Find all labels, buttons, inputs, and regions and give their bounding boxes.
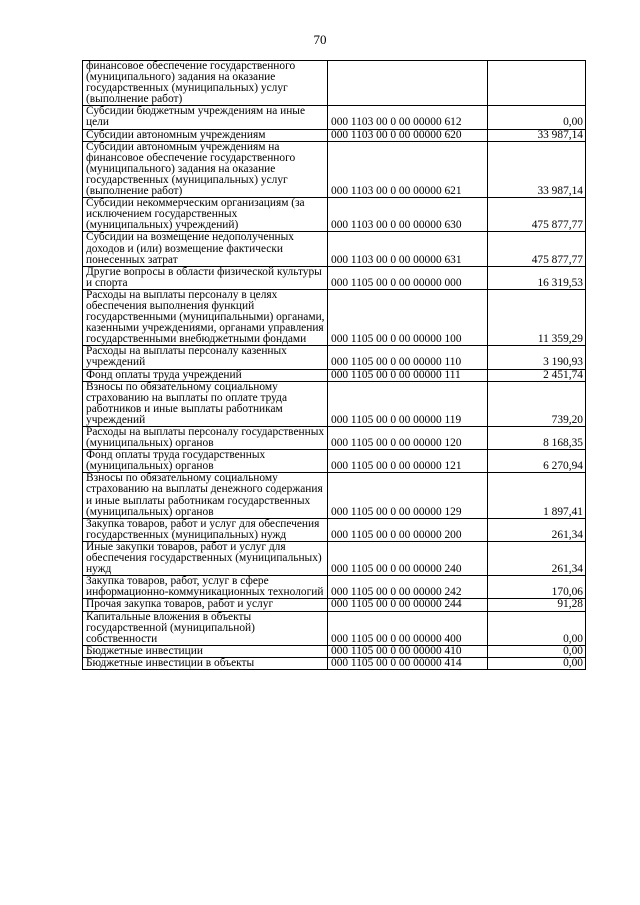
table-row: [83, 611, 586, 645]
amount-cell: 3 190,93: [488, 346, 586, 369]
expense-name-cell: финансовое обеспечение государственного (муниципального) задания на оказание государственных (муниципальных) услуг (выполнение работ): [83, 61, 328, 106]
amount-cell: 261,34: [488, 518, 586, 541]
table-row: [83, 381, 586, 426]
table-row: [83, 61, 586, 106]
amount-cell: 739,20: [488, 381, 586, 426]
expense-name-cell: Субсидии на возмещение недополученных доходов и (или) возмещение фактически понесенных затрат: [83, 232, 328, 266]
table-row: [83, 289, 586, 345]
expense-name-cell: Иные закупки товаров, работ и услуг для обеспечения государственных (муниципальных) нужд: [83, 541, 328, 575]
table-row: [83, 266, 586, 289]
classification-code-cell: 000 1105 00 0 00 00000 121: [328, 450, 488, 473]
classification-code-cell: 000 1105 00 0 00 00000 119: [328, 381, 488, 426]
classification-code-cell: 000 1105 00 0 00 00000 410: [328, 645, 488, 657]
amount-cell: [488, 61, 586, 106]
table-row: [83, 346, 586, 369]
amount-cell: 475 877,77: [488, 198, 586, 232]
expense-name-cell: Взносы по обязательному социальному страхованию на выплаты по оплате труда работников и иные выплаты работникам учреждений: [83, 381, 328, 426]
table-row: [83, 427, 586, 450]
expense-name-cell: Закупка товаров, работ, услуг в сфере информационно-коммуникационных технологий: [83, 576, 328, 599]
table-row: [83, 473, 586, 518]
page-number: 70: [313, 32, 327, 47]
expense-name-cell: Фонд оплаты труда учреждений: [83, 369, 328, 381]
table-row: [83, 450, 586, 473]
expense-name-cell: Бюджетные инвестиции: [83, 645, 328, 657]
expense-name-cell: Субсидии некоммерческим организациям (за исключением государственных (муниципальных) учреждений): [83, 198, 328, 232]
classification-code-cell: 000 1103 00 0 00 00000 621: [328, 141, 488, 197]
amount-cell: 16 319,53: [488, 266, 586, 289]
classification-code-cell: 000 1105 00 0 00 00000 244: [328, 599, 488, 611]
classification-code-cell: 000 1105 00 0 00 00000 100: [328, 289, 488, 345]
table-row: [83, 232, 586, 266]
amount-cell: 6 270,94: [488, 450, 586, 473]
expense-name-cell: Бюджетные инвестиции в объекты: [83, 657, 328, 669]
classification-code-cell: 000 1105 00 0 00 00000 111: [328, 369, 488, 381]
expense-name-cell: Субсидии автономным учреждениям: [83, 129, 328, 141]
expense-name-cell: Расходы на выплаты персоналу государственных (муниципальных) органов: [83, 427, 328, 450]
classification-code-cell: 000 1103 00 0 00 00000 631: [328, 232, 488, 266]
classification-code-cell: 000 1103 00 0 00 00000 620: [328, 129, 488, 141]
amount-cell: 33 987,14: [488, 141, 586, 197]
expense-name-cell: Закупка товаров, работ и услуг для обеспечения государственных (муниципальных) нужд: [83, 518, 328, 541]
classification-code-cell: 000 1105 00 0 00 00000 129: [328, 473, 488, 518]
table-row: [83, 106, 586, 129]
classification-code-cell: 000 1105 00 0 00 00000 414: [328, 657, 488, 669]
table-row: [83, 198, 586, 232]
classification-code-cell: [328, 61, 488, 106]
expense-name-cell: Капитальные вложения в объекты государственной (муниципальной) собственности: [83, 611, 328, 645]
classification-code-cell: 000 1105 00 0 00 00000 242: [328, 576, 488, 599]
classification-code-cell: 000 1105 00 0 00 00000 240: [328, 541, 488, 575]
expense-name-cell: Другие вопросы в области физической культуры и спорта: [83, 266, 328, 289]
amount-cell: 0,00: [488, 657, 586, 669]
classification-code-cell: 000 1103 00 0 00 00000 612: [328, 106, 488, 129]
amount-cell: 0,00: [488, 645, 586, 657]
table-row: [83, 576, 586, 599]
amount-cell: 33 987,14: [488, 129, 586, 141]
expense-name-cell: Фонд оплаты труда государственных (муниципальных) органов: [83, 450, 328, 473]
table-row: [83, 141, 586, 197]
table-row: [83, 369, 586, 381]
classification-code-cell: 000 1105 00 0 00 00000 200: [328, 518, 488, 541]
amount-cell: 11 359,29: [488, 289, 586, 345]
amount-cell: 2 451,74: [488, 369, 586, 381]
expense-name-cell: Субсидии бюджетным учреждениям на иные цели: [83, 106, 328, 129]
classification-code-cell: 000 1103 00 0 00 00000 630: [328, 198, 488, 232]
amount-cell: 1 897,41: [488, 473, 586, 518]
amount-cell: 0,00: [488, 106, 586, 129]
table-row: [83, 129, 586, 141]
expense-name-cell: Расходы на выплаты персоналу в целях обеспечения выполнения функций государственными (муниципальными) органами, казенными учреждениями, органами управления государственными внебюджетными фондами: [83, 289, 328, 345]
expense-name-cell: Субсидии автономным учреждениям на финансовое обеспечение государственного (муниципального) задания на оказание государственных (муниципальных) услуг (выполнение работ): [83, 141, 328, 197]
amount-cell: 8 168,35: [488, 427, 586, 450]
table-row: [83, 657, 586, 669]
table-row: [83, 599, 586, 611]
classification-code-cell: 000 1105 00 0 00 00000 110: [328, 346, 488, 369]
amount-cell: 475 877,77: [488, 232, 586, 266]
expense-name-cell: Прочая закупка товаров, работ и услуг: [83, 599, 328, 611]
amount-cell: 261,34: [488, 541, 586, 575]
amount-cell: 0,00: [488, 611, 586, 645]
budget-table: [82, 60, 586, 670]
table-row: [83, 541, 586, 575]
expense-name-cell: Взносы по обязательному социальному страхованию на выплаты денежного содержания и иные выплаты работникам государственных (муниципальных) органов: [83, 473, 328, 518]
classification-code-cell: 000 1105 00 0 00 00000 400: [328, 611, 488, 645]
amount-cell: 91,28: [488, 599, 586, 611]
amount-cell: 170,06: [488, 576, 586, 599]
expense-name-cell: Расходы на выплаты персоналу казенных учреждений: [83, 346, 328, 369]
classification-code-cell: 000 1105 00 0 00 00000 000: [328, 266, 488, 289]
table-row: [83, 645, 586, 657]
classification-code-cell: 000 1105 00 0 00 00000 120: [328, 427, 488, 450]
budget-table-body: [83, 61, 586, 670]
table-row: [83, 518, 586, 541]
